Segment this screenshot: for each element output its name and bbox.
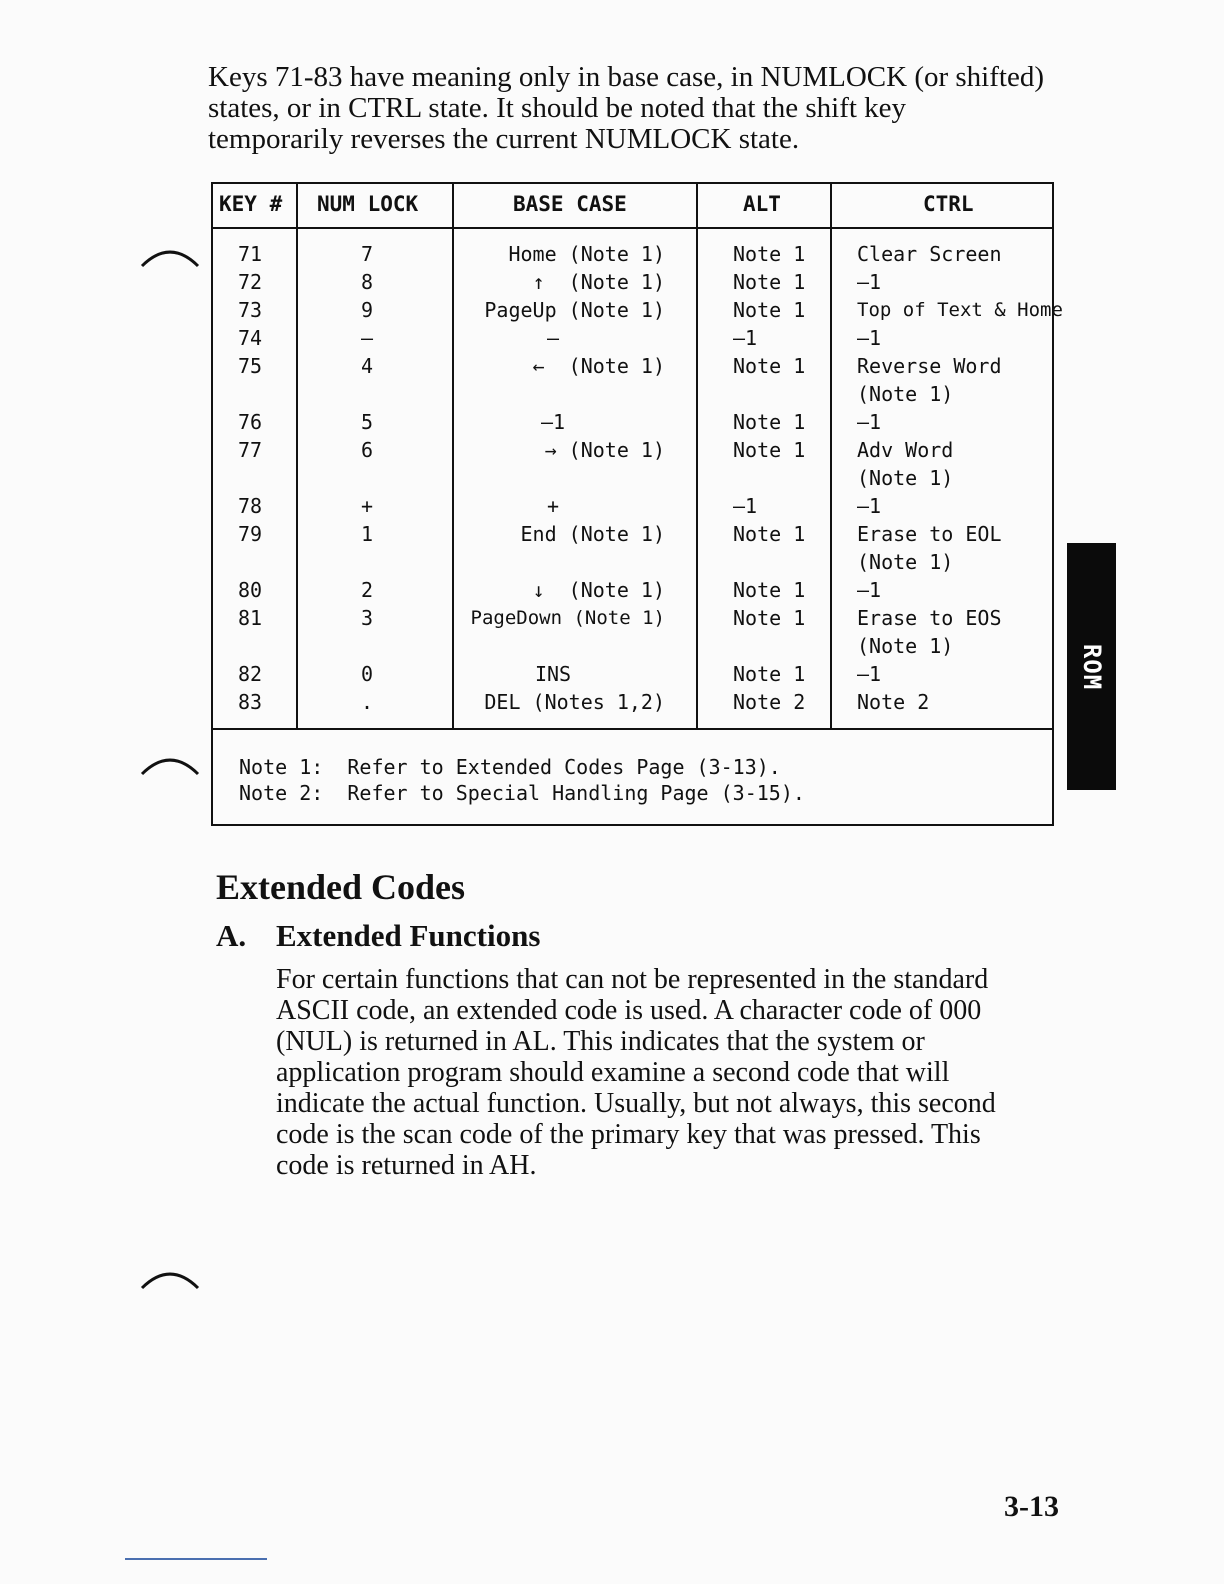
ctrl-cell: –1 <box>857 326 882 350</box>
key-cell: 83 <box>238 690 263 714</box>
ctrl-cell: –1 <box>857 494 882 518</box>
base-cell: INS <box>534 662 572 686</box>
base-cell: DEL (Notes 1,2) <box>484 690 665 714</box>
ctrl-cell: –1 <box>857 578 882 602</box>
numlock-cell: 1 <box>361 522 374 546</box>
table-row <box>213 268 1052 296</box>
alt-cell: Note 1 <box>733 578 806 602</box>
numlock-cell: 8 <box>361 270 374 294</box>
table-body <box>213 240 1063 716</box>
numlock-cell: – <box>361 326 374 350</box>
binder-hole-mark-icon <box>140 1262 200 1292</box>
ctrl-cell: –1 <box>857 410 882 434</box>
header-divider <box>213 227 1052 229</box>
alt-cell: Note 1 <box>733 606 806 630</box>
base-cell: PageUp (Note 1) <box>484 298 665 322</box>
numlock-cell: 5 <box>361 410 374 434</box>
ctrl-cell: –1 <box>857 270 882 294</box>
base-cell: ← (Note 1) <box>532 354 665 378</box>
subsection-title: Extended Functions <box>276 918 541 953</box>
table-row <box>213 604 1052 660</box>
intro-paragraph: Keys 71-83 have meaning only in base case, in NUMLOCK (or shifted) states, or in CTRL state. It should be noted that the shift key temporarily reverses the current NUMLOCK state. <box>208 61 1044 155</box>
numlock-cell: 4 <box>361 354 374 378</box>
ctrl-cell: Reverse Word (Note 1) <box>857 354 1002 406</box>
numlock-cell: . <box>361 690 374 714</box>
header-ctrl: CTRL <box>923 192 974 216</box>
numlock-cell: + <box>361 494 374 518</box>
base-cell: → (Note 1) <box>544 438 665 462</box>
table-row <box>213 492 1052 520</box>
base-cell: –1 <box>540 410 566 434</box>
note-2: Note 2: Refer to Special Handling Page (3-15). <box>239 781 805 805</box>
base-cell: + <box>546 494 560 518</box>
numlock-cell: 7 <box>361 242 374 266</box>
key-cell: 71 <box>238 242 263 266</box>
base-cell: – <box>546 326 560 350</box>
binder-hole-mark-icon <box>140 748 200 778</box>
alt-cell: –1 <box>733 494 758 518</box>
key-cell: 76 <box>238 410 263 434</box>
key-cell: 79 <box>238 522 263 546</box>
section-heading: Extended Codes <box>216 867 466 907</box>
key-cell: 80 <box>238 578 263 602</box>
table-row <box>213 520 1052 576</box>
table-row <box>213 296 1063 324</box>
alt-cell: Note 1 <box>733 662 806 686</box>
table-notes <box>239 754 805 806</box>
alt-cell: Note 1 <box>733 410 806 434</box>
table-row <box>213 660 1052 688</box>
table-row <box>213 324 1052 352</box>
alt-cell: Note 1 <box>733 354 806 378</box>
alt-cell: Note 1 <box>733 522 806 546</box>
key-cell: 82 <box>238 662 263 686</box>
header-key: KEY # <box>219 192 283 216</box>
ctrl-cell: Adv Word (Note 1) <box>857 438 954 490</box>
base-cell: End (Note 1) <box>520 522 665 546</box>
alt-cell: Note 1 <box>733 298 806 322</box>
header-base-case: BASE CASE <box>513 192 627 216</box>
alt-cell: Note 2 <box>733 690 806 714</box>
header-alt: ALT <box>743 192 781 216</box>
base-cell: PageDown (Note 1) <box>470 607 665 629</box>
key-cell: 72 <box>238 270 263 294</box>
ctrl-cell: Clear Screen <box>857 242 1002 266</box>
key-cell: 77 <box>238 438 263 462</box>
table-row <box>213 240 1052 268</box>
alt-cell: Note 1 <box>733 270 806 294</box>
page-number: 3-13 <box>1004 1490 1059 1523</box>
table-row <box>213 688 1052 716</box>
table-row <box>213 408 1052 436</box>
table-row <box>213 436 1052 492</box>
key-cell: 78 <box>238 494 263 518</box>
alt-cell: Note 1 <box>733 242 806 266</box>
alt-cell: Note 1 <box>733 438 806 462</box>
note-1: Note 1: Refer to Extended Codes Page (3-13). <box>239 755 781 779</box>
side-tab-label: ROM <box>1077 643 1106 690</box>
table-row <box>213 352 1052 408</box>
scan-mark <box>125 1558 267 1560</box>
ctrl-cell: –1 <box>857 662 882 686</box>
numlock-cell: 2 <box>361 578 374 602</box>
ctrl-cell: Note 2 <box>857 690 930 714</box>
numlock-cell: 9 <box>361 298 374 322</box>
subsection-heading <box>216 918 540 954</box>
notes-divider <box>213 728 1052 730</box>
numlock-cell: 0 <box>361 662 374 686</box>
numlock-cell: 3 <box>361 606 374 630</box>
base-cell: ↑ (Note 1) <box>532 270 665 294</box>
key-cell: 81 <box>238 606 263 630</box>
base-cell: Home (Note 1) <box>508 242 665 266</box>
body-paragraph: For certain functions that can not be represented in the standard ASCII code, an extended code is used. A character code of 000 (NUL) is returned in AL. This indicates that the system or application program should examine a second code that will indicate the actual function. Usually, but not always, this second code is the scan code of the primary key that was pressed. This code is returned in AH. <box>276 964 996 1181</box>
numlock-cell: 6 <box>361 438 374 462</box>
alt-cell: –1 <box>733 326 758 350</box>
key-cell: 74 <box>238 326 263 350</box>
key-cell: 73 <box>238 298 263 322</box>
keypad-table <box>211 182 1063 826</box>
key-cell: 75 <box>238 354 263 378</box>
subsection-label: A. <box>216 918 247 953</box>
base-cell: ↓ (Note 1) <box>532 578 665 602</box>
ctrl-cell: Top of Text & Home <box>857 299 1063 321</box>
ctrl-cell: Erase to EOL (Note 1) <box>857 522 1002 574</box>
binder-hole-mark-icon <box>140 240 200 270</box>
header-num-lock: NUM LOCK <box>317 192 419 216</box>
rom-side-tab <box>1067 543 1116 790</box>
table-row <box>213 576 1052 604</box>
ctrl-cell: Erase to EOS (Note 1) <box>857 606 1002 658</box>
